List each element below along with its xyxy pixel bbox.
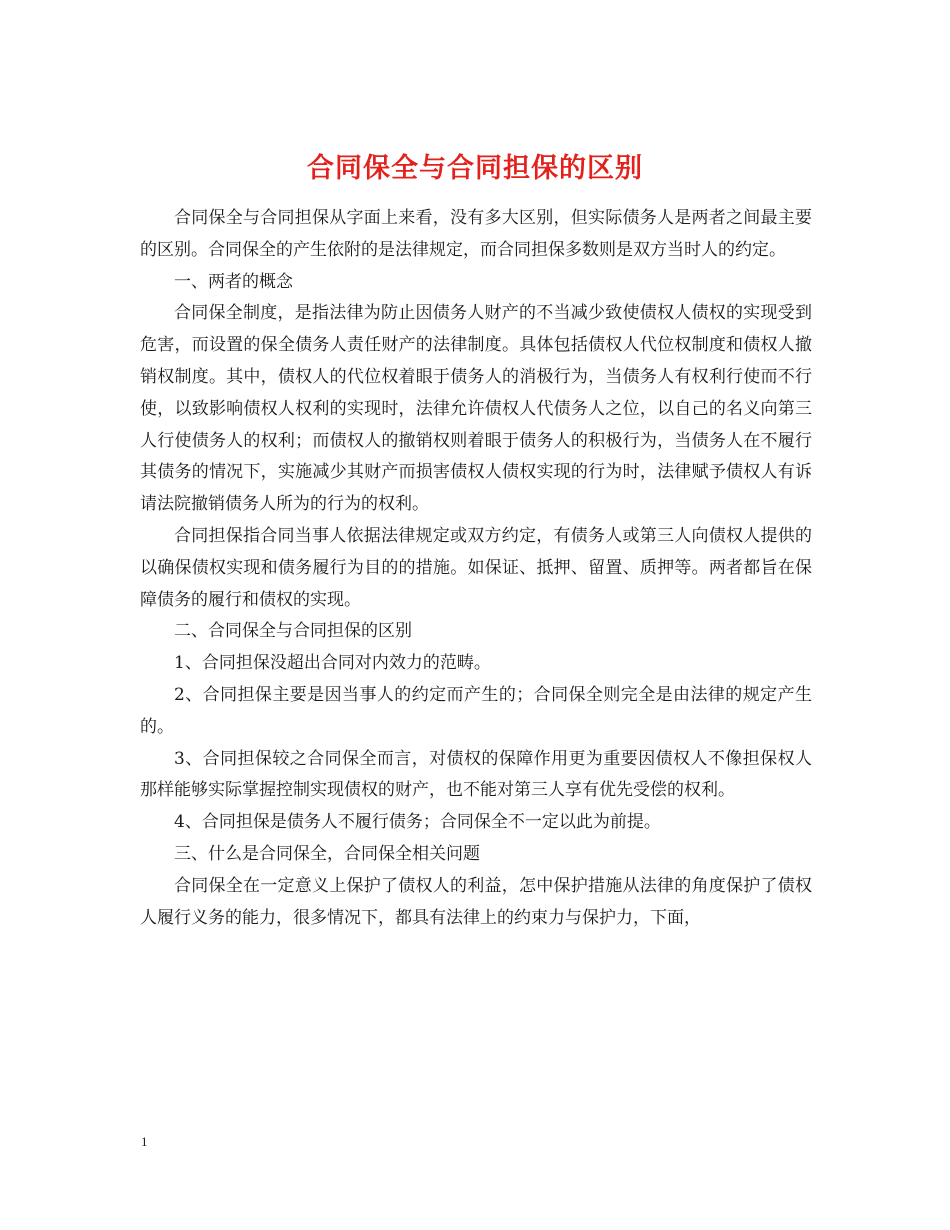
section-heading-differences: 二、合同保全与合同担保的区别 [174,621,412,642]
section-heading-what-is-preservation: 三、什么是合同保全，合同保全相关问题 [174,843,480,864]
list-item-difference-4: 4、合同担保是债务人不履行债务；合同保全不一定以此为前提。 [174,812,661,833]
paragraph-preservation-explanation: 合同保全在一定意义上保护了债权人的利益，怎中保护措施从法律的角度保护了债权人履行义务的能力，很多情况下，都具有法律上的约束力与保护力，下面， [140,875,812,928]
document-body [140,203,812,934]
paragraph-intro: 合同保全与合同担保从字面上来看，没有多大区别，但实际债务人是两者之间最主要的区别。合同保全的产生依附的是法律规定，而合同担保多数则是双方当时人的约定。 [140,208,812,260]
section-heading-concepts: 一、两者的概念 [174,271,293,292]
paragraph-guarantee-definition: 合同担保指合同当事人依据法律规定或双方约定，有债务人或第三人向债权人提供的以确保债权实现和债务履行为目的的措施。如保证、抵押、留置、质押等。两者都旨在保障债务的履行和债权的实现。 [140,525,812,610]
list-item-difference-2: 2、合同担保主要是因当事人的约定而产生的；合同保全则完全是由法律的规定产生的。 [140,684,812,737]
paragraph-preservation-definition: 合同保全制度，是指法律为防止因债务人财产的不当减少致使债权人债权的实现受到危害，而设置的保全债务人责任财产的法律制度。具体包括债权人代位权制度和债权人撤销权制度。其中，债权人的代位权着眼于债务人的消极行为，当债务人有权利行使而不行使，以致影响债权人权利的实现时，法律允许债权人代债务人之位，以自己的名义向第三人行使债务人的权利；而债权人的撤销权则着眼于债务人的积极行为，当债务人在不履行其债务的情况下，实施减少其财产而损害债权人债权实现的行为时，法律赋予债权人有诉请法院撤销债务人所为的行为的权利。 [140,303,812,515]
page-number: 1 [141,1134,148,1149]
list-item-difference-3: 3、合同担保较之合同保全而言，对债权的保障作用更为重要因债权人不像担保权人那样能够实际掌握控制实现债权的财产，也不能对第三人享有优先受偿的权利。 [140,748,812,801]
list-item-difference-1: 1、合同担保没超出合同对内效力的范畴。 [174,653,491,674]
document-title: 合同保全与合同担保的区别 [307,153,643,185]
